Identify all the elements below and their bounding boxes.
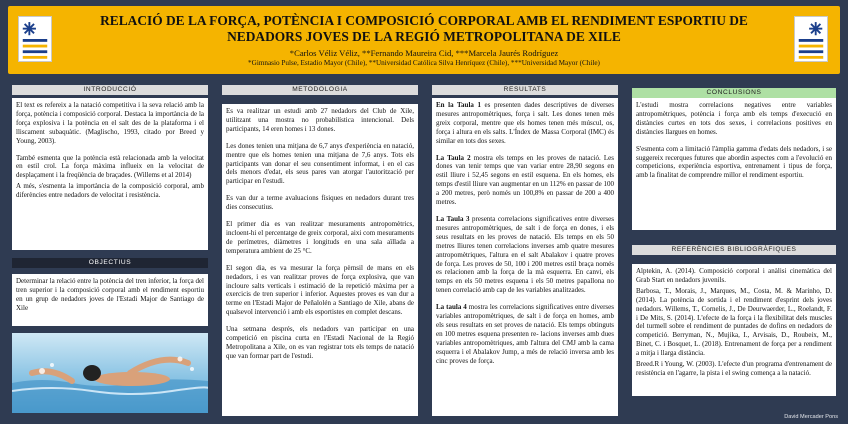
objectius-paragraph: Determinar la relació entre la potència del tren inferior, la força del tren superior i la composició corporal amb el rendiment esportiu en un grup de nedadors joves de l'Estadi Major de Santiago de Xile	[16, 277, 204, 312]
reference-entry: Breed.R i Young, W. (2003). L'efecte d'un programa d'entrenament de resistència en l'agarre, la pista i el swing comença a la natació.	[636, 360, 832, 377]
objectius-heading: OBJECTIUS	[12, 258, 208, 268]
taula-label: La Taula 2	[436, 153, 471, 162]
introduccio-heading: INTRODUCCIÓ	[12, 85, 208, 95]
taula-label: La taula 4	[436, 303, 467, 312]
metodologia-paragraph: Una setmana després, els nedadors van participar en una competició en piscina curta en l'Estadi Nacional de la Regió Metropolitana a Xile, on es van registrar tots els temps de natació que van formar part de l'estudi.	[226, 325, 414, 360]
introduccio-paragraph: També esmenta que la potència està relacionada amb la velocitat en estil crol. La força màxima influeix en la velocitat de desplaçament i la freqüència de braçades. (Willems et al 2014)	[16, 153, 204, 180]
author-credit: David Mercader Pons	[784, 414, 838, 420]
reference-entry: Alptekin, A. (2014). Composició corporal i anàlisi cinemàtica del Grab Start en nedadors juvenils.	[636, 267, 832, 284]
logo-icon	[795, 17, 827, 61]
objectius-box	[12, 274, 208, 326]
swimmer-photo	[12, 333, 208, 413]
swimmer-icon	[12, 333, 208, 413]
introduccio-box	[12, 98, 208, 250]
resultats-box	[432, 98, 618, 416]
poster-affiliations: *Gimnasio Pulse, Estadio Mayor (Chile), **Universidad Católica Silva Henríquez (Chile), ***Universidad Mayor (Chile)	[248, 59, 600, 67]
resultats-paragraph	[436, 215, 614, 295]
metodologia-paragraph: Les dones tenien una mitjana de 6,7 anys d'experiència en natació, mentre que els homes tenien una mitjana de 7,6 anys. Tots els participants van donar el seu consentiment informat, i en el cas dels menors d'edat, els seus pares van atorgar l'autorització per participar en l'estudi.	[226, 141, 414, 186]
referencies-heading: REFERÈNCIES BIBLIOGRÀFIQUES	[632, 245, 836, 255]
poster-header	[8, 6, 840, 74]
resultats-heading: RESULTATS	[432, 85, 618, 95]
conclusions-heading: CONCLUSIONS	[632, 88, 836, 98]
metodologia-paragraph: El segon dia, es va mesurar la força pèrnsil de mans en els nedadors, i es van realitzar proves de força explosiva, que van incloure salts verticals i estimació de la repetició màxima per a exercicis de tren superior i inferior. Aquestes proves es van dur a terme en l'Estadi Major de Peñalolén a Santiago de Xile, abans de qualsevol intervenció i amb els esportistes en complet descans.	[226, 263, 414, 317]
poster-authors: *Carlos Véliz Véliz, **Fernando Maureira Cid, ***Marcela Jaurés Rodríguez	[289, 48, 559, 58]
conclusions-box	[632, 98, 836, 230]
logo-icon	[19, 17, 51, 61]
metodologia-heading: METODOLOGIA	[222, 85, 418, 95]
conclusions-paragraph: S'esmenta com a limitació l'àmplia gamma d'edats dels nedadors, i se suggereix recerques futures que abordin aspectes com a l'evolució en competicions, experiència esportiva, entrenament i tipus de força, amb la finalitat de comprendre millor el rendiment esportiu.	[636, 144, 832, 180]
metodologia-paragraph: El primer dia es van realitzar mesuraments antropomètrics, incloent-hi el percentatge de greix corporal, aixi com mesuraments de perímetres, diàmetres i longituds en una sala aïllada a temperatura ambient de 25 °C.	[226, 220, 414, 255]
taula-text: mostra les correlacions significatives entre diverses variables antropomètriques, de salt i de força en homes, amb els seus resultats en set proves de natació. Els temps obtinguts en 100 metres esquena presenten re- lacions inverses amb dues variables antropomètriques, amb l'altura del CMJ amb la cama esquerra i el Abalakov Jump, a més de relació inversa amb les cinc proves de força.	[436, 303, 614, 365]
introduccio-paragraph: El text es refereix a la natació competitiva i la seva relació amb la força, potència i composició corporal. Destaca la importància de la força explosiva i la potència en el salt des de la plataforma i el lliscament subaquàtic. (Maglischo, 1993, citado por Breed y Young, 2003).	[16, 101, 204, 145]
taula-text: es presenten dades descriptives de diverses mesures antropomètriques, força i salt. Les dones tenen més greix corporal, mentre que els homes tenen més múscul, os, força i altura en els salts. L'Índex de Massa Corporal (IMC) és similar en tots dos sexes.	[436, 101, 614, 145]
taula-label: En la Taula 1	[436, 101, 481, 109]
taula-label: La Taula 3	[436, 214, 470, 223]
university-logo-right	[794, 16, 828, 62]
taula-text: mostra els temps en les proves de natació. Les dones van tenir temps que van variar entre 28,90 segons en estil lliure i 52,45 segons en estil esquena. En els homes, els temps d'estil lliure van augmentar en un 112% en passar de 100 a 200 metres, però només un 100,8% en passar de 200 a 400 metres.	[436, 153, 614, 207]
resultats-paragraph	[436, 101, 614, 146]
conclusions-paragraph: L'estudi mostra correlacions negatives entre variables antropomètriques, potència i força amb els temps d'execució en distàncies curtes en tots dos sexes, i correlacions positives en distàncies llargues en homes.	[636, 101, 832, 136]
resultats-paragraph	[436, 303, 614, 365]
introduccio-paragraph: A més, s'esmenta la importància de la composició corporal, amb diferències entre nedadors de velocitat i resistència.	[16, 182, 204, 200]
referencies-box	[632, 264, 836, 396]
reference-entry: Barbosa, T., Morais, J., Marques, M., Costa, M. & Marinho, D. (2014). La potència de sortida i el rendiment d'esprint dels joves nedadors. Willems, T., Cornelis, J., De Deurwaerder, L., Roelandt, F. i De Mits, S. (2014). L'efecte de la força i la flexibilitat dels muscles del turmell sobre el rendiment de puntades de dofins en nedadors de competició. Berryman, N., Mujika, I., Arvisais, D., Roubeix, M., Binet, C. i Bosquet, L. (2018). Entrenament de força per a rendiment a mitja i llarga distància.	[636, 286, 832, 358]
taula-text: presenta correlacions significatives entre diverses mesures antropomètriques, de salt i de força en dones, i els seus resultats en les proves de natació. Els temps en els 50 metres lliures tenen correlacions inverses amb quatre mesures antropomètriques, l'altura en el salt Abalakov i quatre proves de força. Les proves de 50, 100 i 200 metres estil braça només es relacionen amb la força de la mà esquerra. En canvi, els temps en els 50 metres esquena i els 50 metres papallona no tenen correlació amb cap de les variables analitzades.	[436, 214, 614, 295]
metodologia-box	[222, 104, 418, 416]
resultats-paragraph	[436, 154, 614, 207]
poster-title: RELACIÓ DE LA FORÇA, POTÈNCIA I COMPOSICIÓ CORPORAL AMB EL RENDIMENT ESPORTIU DE NEDADORS JOVES DE LA REGIÓ METROPOLITANA DE XILE	[100, 13, 748, 44]
university-logo-left	[18, 16, 52, 62]
metodologia-paragraph: Es van dur a terme avaluacions físiques en nedadors durant tres dies consecutius.	[226, 194, 414, 212]
metodologia-paragraph: Es va realitzar un estudi amb 27 nedadors del Club de Xile, utilitzant una mostra no probabilística intencional. Dels participants, 14 eren homes i 13 dones.	[226, 107, 414, 133]
